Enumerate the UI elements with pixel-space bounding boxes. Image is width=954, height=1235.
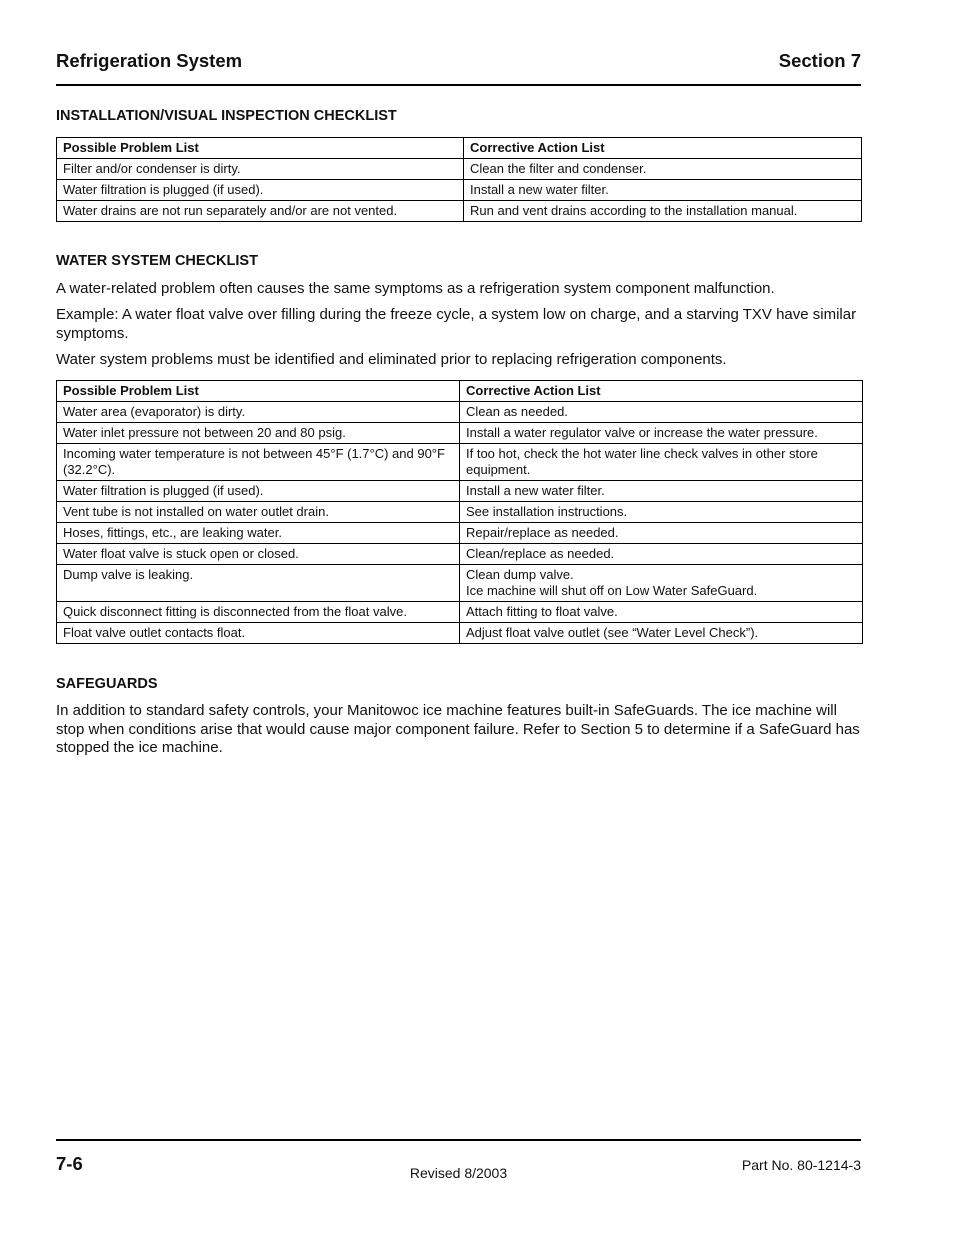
table-row <box>57 523 863 544</box>
water-paragraph: Example: A water float valve over filling during the freeze cycle, a system low on charge, and a starving TXV have similar symptoms. <box>56 306 857 342</box>
table-row <box>57 180 862 201</box>
action-cell: Clean as needed. <box>460 402 863 423</box>
problem-cell: Water float valve is stuck open or closed. <box>57 544 460 565</box>
action-cell: Install a new water filter. <box>460 481 863 502</box>
table-row <box>57 201 862 222</box>
action-cell: Adjust float valve outlet (see “Water Level Check”). <box>460 623 863 644</box>
action-cell: Clean dump valve. Ice machine will shut off on Low Water SafeGuard. <box>460 565 863 602</box>
installation-checklist-table <box>56 137 862 222</box>
table-row <box>57 402 863 423</box>
action-cell: Clean the filter and condenser. <box>464 159 862 180</box>
action-cell: Install a water regulator valve or increase the water pressure. <box>460 423 863 444</box>
action-cell: Run and vent drains according to the installation manual. <box>464 201 862 222</box>
problem-cell: Filter and/or condenser is dirty. <box>57 159 464 180</box>
action-cell: If too hot, check the hot water line check valves in other store equipment. <box>460 444 863 481</box>
page-number: 7-6 <box>56 1153 83 1174</box>
page-footer <box>56 1139 861 1201</box>
problem-cell: Water drains are not run separately and/or are not vented. <box>57 201 464 222</box>
action-cell: Attach fitting to float valve. <box>460 602 863 623</box>
problem-cell: Hoses, fittings, etc., are leaking water. <box>57 523 460 544</box>
water-paragraph: Water system problems must be identified and eliminated prior to replacing refrigeration components. <box>56 351 727 368</box>
table-row <box>57 481 863 502</box>
column-header: Possible Problem List <box>57 381 460 402</box>
water-paragraph: A water-related problem often causes the same symptoms as a refrigeration system component malfunction. <box>56 280 775 297</box>
problem-cell: Incoming water temperature is not between 45°F (1.7°C) and 90°F (32.2°C). <box>57 444 460 481</box>
water-heading: WATER SYSTEM CHECKLIST <box>56 253 258 269</box>
action-cell: Repair/replace as needed. <box>460 523 863 544</box>
table-row <box>57 602 863 623</box>
safeguards-heading: SAFEGUARDS <box>56 676 158 692</box>
table-row <box>57 444 863 481</box>
table-row <box>57 623 863 644</box>
problem-cell: Quick disconnect fitting is disconnected from the float valve. <box>57 602 460 623</box>
table-header-row <box>57 381 863 402</box>
table-header-row <box>57 138 862 159</box>
problem-cell: Water inlet pressure not between 20 and 80 psig. <box>57 423 460 444</box>
problem-cell: Water filtration is plugged (if used). <box>57 481 460 502</box>
water-checklist-table <box>56 380 863 644</box>
header-section: Section 7 <box>778 50 861 71</box>
part-number: Part No. 80-1214-3 <box>741 1157 861 1173</box>
table-row <box>57 502 863 523</box>
action-cell: Clean/replace as needed. <box>460 544 863 565</box>
page-header <box>56 50 861 86</box>
safeguards-paragraph: In addition to standard safety controls, your Manitowoc ice machine features built-in SafeGuards. The ice machine will stop when conditions arise that would cause major component failure. Refer to Section 5 to determine if a SafeGuard has stopped the ice machine. <box>56 702 860 756</box>
table-row <box>57 159 862 180</box>
header-title: Refrigeration System <box>56 50 243 71</box>
table-row <box>57 423 863 444</box>
problem-cell: Dump valve is leaking. <box>57 565 460 602</box>
column-header: Possible Problem List <box>57 138 464 159</box>
action-cell: See installation instructions. <box>460 502 863 523</box>
column-header: Corrective Action List <box>460 381 863 402</box>
action-cell: Install a new water filter. <box>464 180 862 201</box>
revision-date: Revised 8/2003 <box>409 1165 508 1181</box>
problem-cell: Vent tube is not installed on water outlet drain. <box>57 502 460 523</box>
installation-heading: INSTALLATION/VISUAL INSPECTION CHECKLIST <box>56 108 397 124</box>
column-header: Corrective Action List <box>464 138 862 159</box>
problem-cell: Float valve outlet contacts float. <box>57 623 460 644</box>
table-row <box>57 544 863 565</box>
table-row <box>57 565 863 602</box>
problem-cell: Water filtration is plugged (if used). <box>57 180 464 201</box>
problem-cell: Water area (evaporator) is dirty. <box>57 402 460 423</box>
